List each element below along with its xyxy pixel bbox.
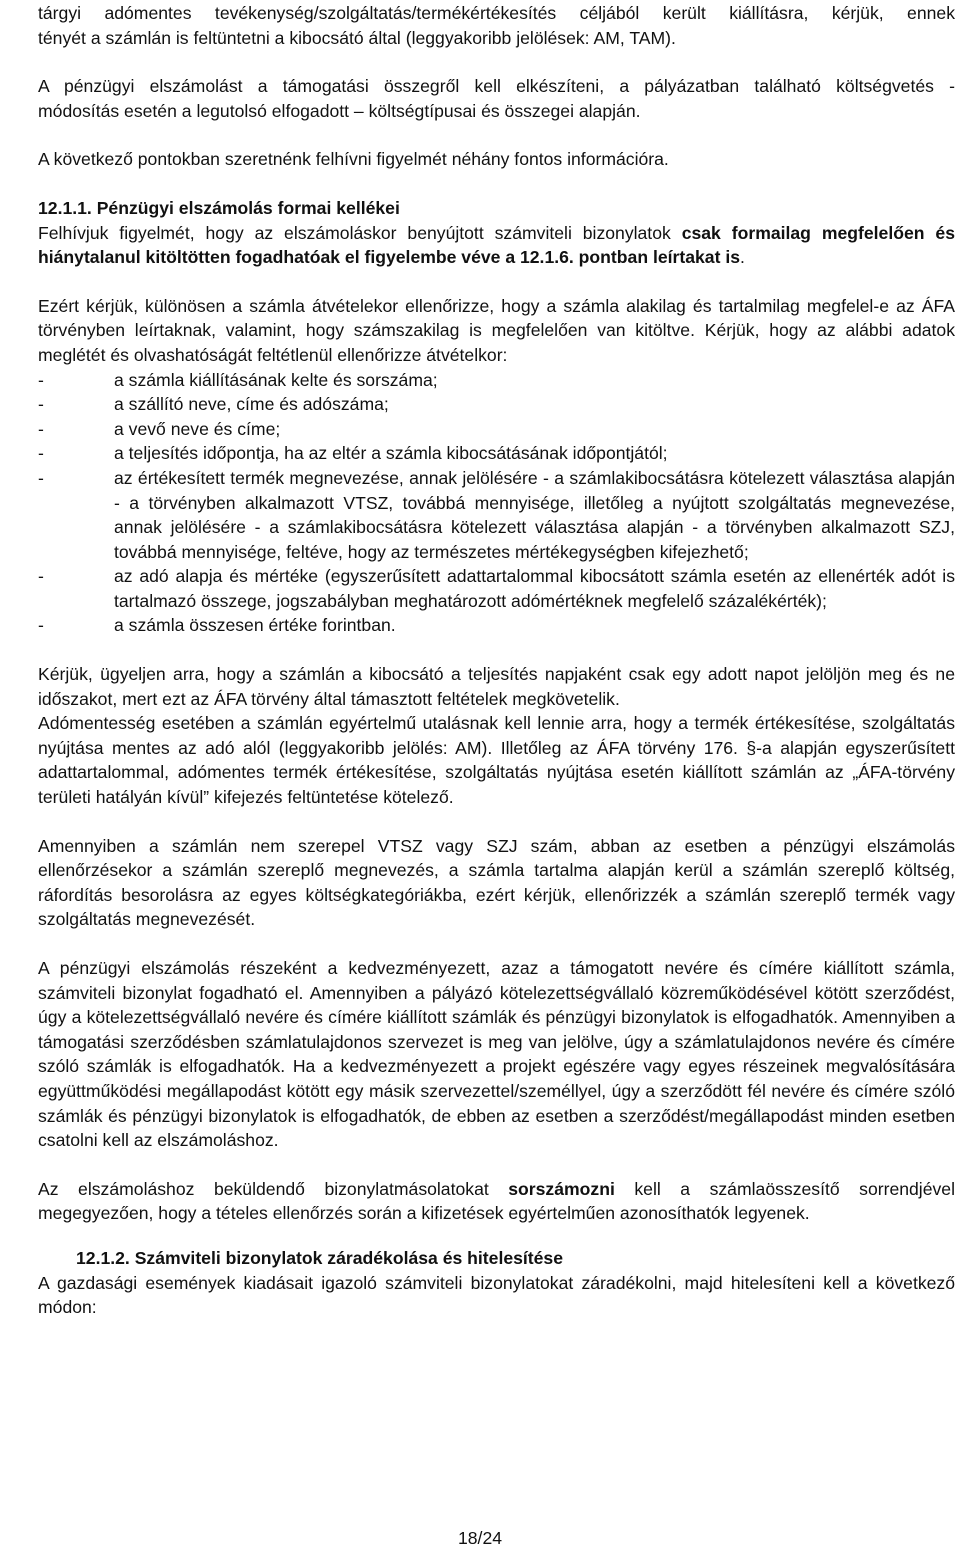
- section-12-1-2-title: 12.1.2. Számviteli bizonylatok záradékolása és hitelesítése: [76, 1247, 563, 1268]
- numbering-text-after: kell a számlaösszesítő sorrendjével megegyezően, hogy a tételes ellenőrzés során a kifizetések egyértelműen azonosíthatók legyenek.: [38, 1178, 955, 1224]
- attention-paragraph: A következő pontokban szeretnénk felhívni figyelmét néhány fontos információra.: [38, 149, 669, 170]
- numbering-text-before: Az elszámoláshoz beküldendő bizonylatmásolatokat: [38, 1178, 509, 1199]
- date-paragraph: Kérjük, ügyeljen arra, hogy a számlán a kibocsátó a teljesítés napjaként csak egy adott napot jelöljön meg és ne időszakot, mert ezt az ÁFA törvény által támasztott feltételek megkövetelik.: [38, 664, 955, 709]
- check-paragraph: Ezért kérjük, különösen a számla átvételekor ellenőrizze, hogy a számla alakilag és tartalmilag megfelel-e az ÁFA törvényben leírtaknak, valamint, hogy számszakilag is megfelelően van kitöltve. Kérjük, hogy az alábbi adatok meglétét és olvashatóságát feltétlenül ellenőrizze átvételkor:: [38, 295, 955, 365]
- list-item: [38, 392, 955, 417]
- list-item-text: az értékesített termék megnevezése, annak jelölésére - a számlakibocsátásra kötelezett választása alapján - a törvényben alkalmazott VTSZ, továbbá mennyisége, illetőleg a nyújtott szolgáltatás megnevezése, annak jelölésére - a számlakibocsátásra kötelezett választása alapján - a törvényben alkalmazott SZJ, továbbá mennyisége, feltéve, hogy az természetes mértékegységben kifejezhető;: [114, 467, 955, 562]
- section-12-1-1-heading: [38, 196, 955, 221]
- beneficiary-paragraph: A pénzügyi elszámolás részeként a kedvezményezett, azaz a támogatott nevére és címére kiállított számla, számviteli bizonylat fogadható el. Amennyiben a pályázó kötelezettségvállaló közreműködésével kötött szerződést, úgy a kötelezettségvállaló nevére és címére kiállított számlák és pénzügyi bizonylatok is elfogadhatók. Amennyiben a támogatási szerződésben számlatulajdonos szervezet is meg van jelölve, úgy a számlatulajdonos nevére és címére szóló számlák is elfogadhatók. Ha a kedvezményezett a projekt egészére vagy egyes részeinek megvalósítására együttműködési megállapodást kötött egy másik szervezettel/személlyel, úgy a szerződött fél nevére és címére szóló számlák és pénzügyi bizonylatok is elfogadhatók, de ebben az esetben a szerződést/megállapodást minden esetben csatolni kell az elszámoláshoz.: [38, 958, 955, 1151]
- list-item: [38, 564, 955, 613]
- dash-marker: -: [38, 394, 44, 415]
- list-item: [38, 466, 955, 564]
- intro-line-2: tényét a számlán is feltüntetni a kibocsátó által (leggyakoribb jelölések: AM, TAM).: [38, 27, 676, 48]
- list-item-text: a vevő neve és címe;: [114, 418, 281, 439]
- list-item: [38, 417, 955, 442]
- numbering-text-bold: sorszámozni: [508, 1178, 615, 1199]
- dash-marker: -: [38, 566, 44, 587]
- formal-text-bold: csak formailag megfelelően és hiánytalanul kitöltötten fogadhatóak el figyelembe véve a 12.1.6. pontban leírtakat is: [38, 222, 955, 268]
- dash-marker: -: [38, 615, 44, 636]
- list-item-text: az adó alapja és mértéke (egyszerűsített adattartalommal kibocsátott számla esetén az ellenérték adót is tartalmazó összege, jogszabályban meghatározott adómértéknek megfelelő százalékérték);: [114, 566, 955, 611]
- invoice-data-list: [38, 368, 955, 639]
- formal-text-end: .: [740, 247, 745, 268]
- list-item: [38, 613, 955, 638]
- list-item-text: a számla kiállításának kelte és sorszáma;: [114, 369, 438, 390]
- budget-line-1: A pénzügyi elszámolást a támogatási összegről kell elkészíteni, a pályázatban található költségvetés -: [38, 76, 955, 97]
- section-12-1-2-paragraph: A gazdasági események kiadásait igazoló számviteli bizonylatokat záradékolni, majd hitelesíteni kell a következő módon:: [38, 1272, 955, 1318]
- dash-marker: -: [38, 418, 44, 439]
- formal-text: Felhívjuk figyelmét, hogy az elszámoláskor benyújtott számviteli bizonylatok: [38, 222, 682, 243]
- section-12-1-2-heading: [38, 1246, 955, 1271]
- list-item-text: a számla összesen értéke forintban.: [114, 615, 396, 636]
- dash-marker: -: [38, 443, 44, 464]
- list-item: [38, 368, 955, 393]
- page-number: 18/24: [457, 1528, 503, 1548]
- document-page: [38, 0, 955, 1320]
- dash-marker: -: [38, 369, 44, 390]
- list-item-text: a szállító neve, címe és adószáma;: [114, 394, 389, 415]
- list-item-text: a teljesítés időpontja, ha az eltér a számla kibocsátásának időpontjától;: [114, 443, 668, 464]
- vtsz-paragraph: Amennyiben a számlán nem szerepel VTSZ vagy SZJ szám, abban az esetben a pénzügyi elszámolás ellenőrzésekor a számlán szereplő megnevezés, a számla tartalma alapján kerül a számlán szereplő költség, ráfordítás besorolásra az egyes költségkategóriákba, ezért kérjük, ellenőrizzék a számlán szereplő termék vagy szolgáltatás megnevezését.: [38, 835, 955, 930]
- intro-line-1: tárgyi adómentes tevékenység/szolgáltatás/termékértékesítés céljából került kiállításra, kérjük, ennek: [38, 3, 955, 23]
- budget-line-2: módosítás esetén a legutolsó elfogadott – költségtípusai és összegei alapján.: [38, 100, 641, 121]
- dash-marker: -: [38, 467, 44, 488]
- list-item: [38, 441, 955, 466]
- section-12-1-1-paragraph: [38, 221, 955, 270]
- exemption-paragraph: Adómentesség esetében a számlán egyértelmű utalásnak kell lennie arra, hogy a termék értékesítése, szolgáltatás nyújtása mentes az adó alól (leggyakoribb jelölés: AM). Illetőleg az ÁFA törvény 176. §-a alapján egyszerűsített adattartalommal, adómentes termék értékesítése, szolgáltatás nyújtása esetén kiállított számlán az „ÁFA-törvény területi hatályán kívül” kifejezés feltüntetése kötelező.: [38, 713, 955, 808]
- section-12-1-1-title: 12.1.1. Pénzügyi elszámolás formai kellékei: [38, 197, 400, 218]
- numbering-paragraph: [38, 1177, 955, 1226]
